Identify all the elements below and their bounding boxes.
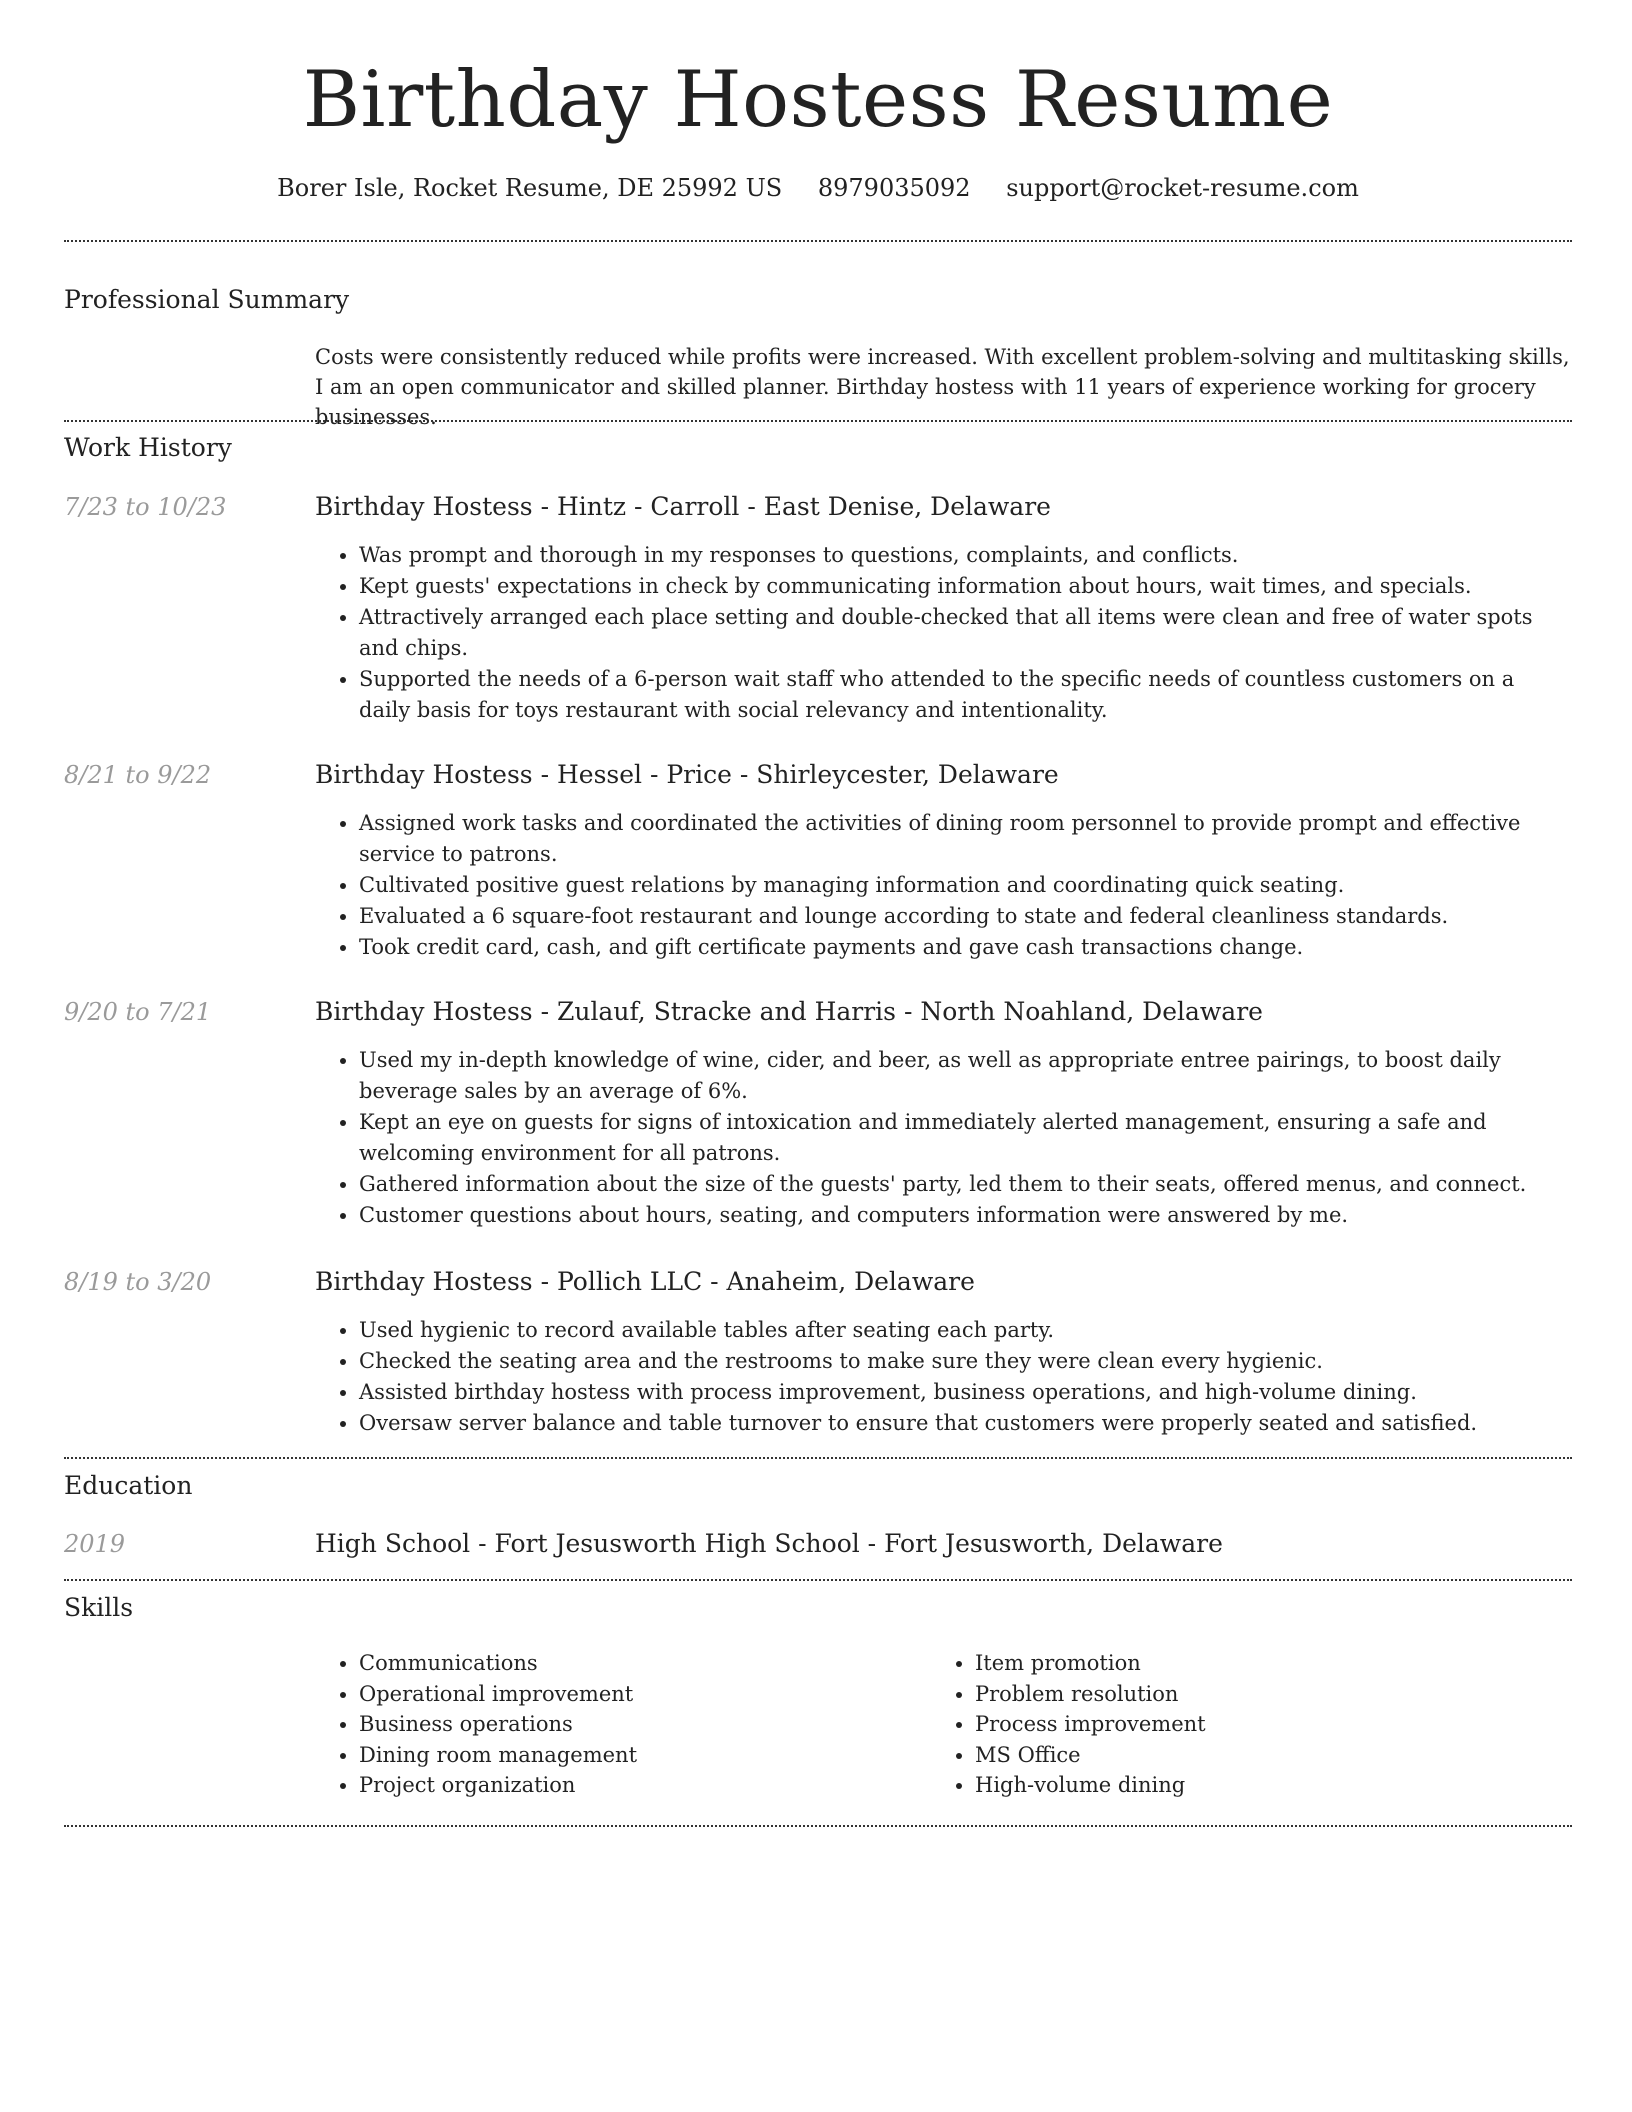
job-bullet: • Used my in-depth knowledge of wine, cider, and beer, as well as appropriate entree pairings, to boost daily beverage sales by an average of 6%.	[359, 1045, 1572, 1107]
education-detail: High School - Fort Jesusworth High School - Fort Jesusworth, Delaware	[315, 1529, 1223, 1558]
contact-email: support@rocket-resume.com	[1006, 174, 1359, 202]
skills-heading: Skills	[64, 1593, 134, 1622]
skill-item: • Project organization	[359, 1770, 915, 1801]
job-dates: 7/23 to 10/23	[64, 493, 227, 521]
resume-title: Birthday Hostess Resume	[302, 55, 1334, 145]
contact-phone: 8979035092	[817, 174, 971, 202]
job-bullet: • Cultivated positive guest relations by managing information and coordinating quick seating.	[359, 870, 1572, 901]
skill-item: • MS Office	[975, 1740, 1531, 1771]
divider	[64, 1457, 1572, 1459]
skills-list-right	[931, 1648, 1531, 1801]
job-dates: 9/20 to 7/21	[64, 998, 212, 1026]
job-bullet: • Oversaw server balance and table turnover to ensure that customers were properly seated and satisfied.	[359, 1408, 1572, 1439]
skill-item: • Operational improvement	[359, 1679, 915, 1710]
job-bullet: • Assisted birthday hostess with process improvement, business operations, and high-volume dining.	[359, 1377, 1572, 1408]
education-heading: Education	[64, 1471, 193, 1500]
job-title: Birthday Hostess - Hessel - Price - Shirleycester, Delaware	[315, 760, 1059, 789]
skill-item: • Problem resolution	[975, 1679, 1531, 1710]
job-title: Birthday Hostess - Hintz - Carroll - East Denise, Delaware	[315, 492, 1051, 521]
summary-text: Costs were consistently reduced while profits were increased. With excellent problem-solving and multitasking skills, I am an open communicator and skilled planner. Birthday hostess with 11 years of experience working for grocery businesses.	[315, 345, 1570, 429]
work-history-heading: Work History	[64, 433, 232, 462]
skill-item: • Business operations	[359, 1709, 915, 1740]
job-bullets	[315, 540, 1572, 726]
job-title: Birthday Hostess - Pollich LLC - Anaheim, Delaware	[315, 1267, 975, 1296]
education-year: 2019	[64, 1530, 126, 1558]
skill-item: • Item promotion	[975, 1648, 1531, 1679]
contact-line	[64, 170, 1572, 206]
job-bullet: • Assigned work tasks and coordinated the activities of dining room personnel to provide prompt and effective service to patrons.	[359, 808, 1572, 870]
skills-list-left	[315, 1648, 915, 1801]
skill-item: • High-volume dining	[975, 1770, 1531, 1801]
job-dates: 8/21 to 9/22	[64, 761, 212, 789]
divider	[64, 420, 1572, 422]
divider	[64, 240, 1572, 242]
job-bullet: • Took credit card, cash, and gift certificate payments and gave cash transactions change.	[359, 932, 1572, 963]
job-title: Birthday Hostess - Zulauf, Stracke and Harris - North Noahland, Delaware	[315, 997, 1263, 1026]
summary-heading: Professional Summary	[64, 285, 350, 314]
job-bullet: • Was prompt and thorough in my responses to questions, complaints, and conflicts.	[359, 540, 1572, 571]
skill-item: • Dining room management	[359, 1740, 915, 1771]
skill-item: • Process improvement	[975, 1709, 1531, 1740]
job-bullet: • Gathered information about the size of the guests' party, led them to their seats, offered menus, and connect.	[359, 1169, 1572, 1200]
job-bullet: • Checked the seating area and the restrooms to make sure they were clean every hygienic.	[359, 1346, 1572, 1377]
job-bullet: • Attractively arranged each place setting and double-checked that all items were clean and free of water spots and chips.	[359, 602, 1572, 664]
job-bullet: • Kept guests' expectations in check by communicating information about hours, wait times, and specials.	[359, 571, 1572, 602]
job-dates: 8/19 to 3/20	[64, 1268, 212, 1296]
job-bullet: • Kept an eye on guests for signs of intoxication and immediately alerted management, ensuring a safe and welcoming environment for all patrons.	[359, 1107, 1572, 1169]
contact-address: Borer Isle, Rocket Resume, DE 25992 US	[277, 174, 783, 202]
job-bullet: • Evaluated a 6 square-foot restaurant and lounge according to state and federal cleanliness standards.	[359, 901, 1572, 932]
job-bullets	[315, 1315, 1572, 1439]
job-bullet: • Customer questions about hours, seating, and computers information were answered by me.	[359, 1200, 1572, 1231]
job-bullet: • Used hygienic to record available tables after seating each party.	[359, 1315, 1572, 1346]
divider	[64, 1825, 1572, 1827]
skill-item: • Communications	[359, 1648, 915, 1679]
job-bullet: • Supported the needs of a 6-person wait staff who attended to the specific needs of countless customers on a daily basis for toys restaurant with social relevancy and intentionality.	[359, 664, 1572, 726]
job-bullets	[315, 808, 1572, 963]
divider	[64, 1579, 1572, 1581]
job-bullets	[315, 1045, 1572, 1231]
